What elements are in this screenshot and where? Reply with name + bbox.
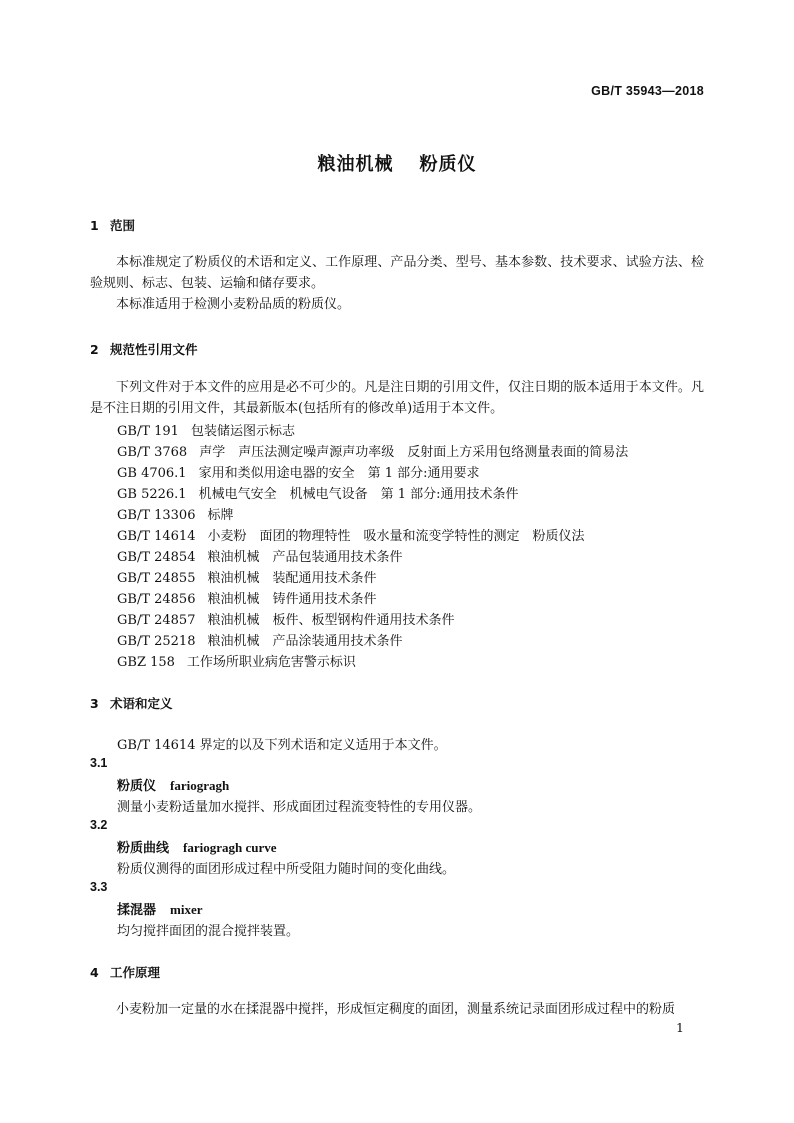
- reference-item: [117, 609, 455, 628]
- title-part-2: 粉质仪: [419, 154, 477, 175]
- term-english: fariogragh: [170, 778, 230, 793]
- reference-title: 工作场所职业病危害警示标识: [186, 655, 356, 670]
- section-1-heading: [90, 216, 135, 234]
- term-chinese: 粉质仪: [117, 779, 157, 794]
- reference-code: GBZ 158: [117, 655, 175, 670]
- reference-title: 粮油机械 铸件通用技术条件: [207, 592, 377, 607]
- reference-code: GB/T 25218: [117, 634, 196, 649]
- reference-item: [117, 546, 403, 565]
- reference-code: GB/T 24854: [117, 550, 196, 565]
- reference-code: GB/T 24856: [117, 592, 196, 607]
- section-3-intro: GB/T 14614 界定的以及下列术语和定义适用于本文件。: [117, 738, 447, 753]
- section-number: 1: [90, 218, 99, 233]
- reference-title: 粮油机械 产品包装通用技术条件: [207, 550, 403, 565]
- reference-item: [117, 462, 479, 481]
- reference-code: GB/T 24857: [117, 613, 196, 628]
- section-1-paragraph-2: 本标准适用于检测小麦粉品质的粉质仪。: [116, 297, 351, 312]
- term-definition: 均匀搅拌面团的混合搅拌装置。: [117, 924, 300, 939]
- section-title: 范围: [110, 218, 136, 233]
- term-definition: 测量小麦粉适量加水搅拌、形成面团过程流变特性的专用仪器。: [117, 800, 482, 815]
- reference-title: 小麦粉 面团的物理特性 吸水量和流变学特性的测定 粉质仪法: [207, 529, 585, 544]
- reference-code: GB/T 14614: [117, 529, 196, 544]
- standard-number: GB/T 35943—2018: [591, 84, 704, 98]
- section-2-heading: [90, 340, 198, 358]
- reference-code: GB/T 13306: [117, 508, 196, 523]
- clause-number: 3.1: [90, 756, 108, 770]
- document-title: [0, 150, 794, 176]
- reference-item: [117, 588, 377, 607]
- reference-code: GB 5226.1: [117, 487, 187, 502]
- title-part-1: 粮油机械: [317, 154, 394, 175]
- reference-code: GB/T 3768: [117, 445, 188, 460]
- reference-item: [117, 504, 234, 523]
- section-3-heading: [90, 694, 173, 712]
- term-definition: 粉质仪测得的面团形成过程中所受阻力随时间的变化曲线。: [117, 862, 456, 877]
- term-entry: [117, 837, 277, 856]
- reference-code: GB 4706.1: [117, 466, 187, 481]
- term-chinese: 揉混器: [117, 903, 157, 918]
- term-chinese: 粉质曲线: [117, 841, 170, 856]
- reference-code: GB/T 191: [117, 424, 179, 439]
- reference-title: 粮油机械 板件、板型钢构件通用技术条件: [207, 613, 455, 628]
- section-number: 2: [90, 342, 99, 357]
- reference-item: [117, 441, 628, 460]
- section-title: 规范性引用文件: [110, 342, 198, 357]
- reference-title: 家用和类似用途电器的安全 第 1 部分:通用要求: [198, 466, 480, 481]
- reference-item: [117, 630, 403, 649]
- term-english: fariogragh curve: [183, 840, 277, 855]
- reference-item: [117, 651, 356, 670]
- reference-title: 机械电气安全 机械电气设备 第 1 部分:通用技术条件: [198, 487, 519, 502]
- clause-number: 3.3: [90, 880, 108, 894]
- reference-item: [117, 567, 377, 586]
- section-number: 3: [90, 696, 99, 711]
- section-title: 工作原理: [110, 965, 161, 980]
- section-title: 术语和定义: [110, 696, 173, 711]
- reference-item: [117, 525, 585, 544]
- section-2-intro: 下列文件对于本文件的应用是必不可少的。凡是注日期的引用文件，仅注日期的版本适用于本文件。凡是不注日期的引用文件，其最新版本(包括所有的修改单)适用于本文件。: [90, 380, 704, 416]
- reference-title: 声学 声压法测定噪声源声功率级 反射面上方采用包络测量表面的简易法: [199, 445, 629, 460]
- term-entry: [117, 775, 229, 794]
- section-4-paragraph: 小麦粉加一定量的水在揉混器中搅拌，形成恒定稠度的面团，测量系统记录面团形成过程中的粉质: [116, 1002, 676, 1017]
- page-number: 1: [676, 1020, 684, 1035]
- clause-number: 3.2: [90, 818, 108, 832]
- reference-title: 包装储运图示标志: [190, 424, 295, 439]
- section-1-paragraph-1: 本标准规定了粉质仪的术语和定义、工作原理、产品分类、型号、基本参数、技术要求、试验方法、检验规则、标志、包装、运输和储存要求。: [90, 255, 704, 291]
- reference-title: 粮油机械 装配通用技术条件: [207, 571, 377, 586]
- section-number: 4: [90, 965, 99, 980]
- reference-title: 标牌: [207, 508, 234, 523]
- section-4-heading: [90, 963, 160, 981]
- reference-item: [117, 483, 518, 502]
- reference-code: GB/T 24855: [117, 571, 196, 586]
- term-entry: [117, 899, 203, 918]
- reference-title: 粮油机械 产品涂装通用技术条件: [207, 634, 403, 649]
- term-english: mixer: [170, 902, 203, 917]
- reference-item: [117, 420, 295, 439]
